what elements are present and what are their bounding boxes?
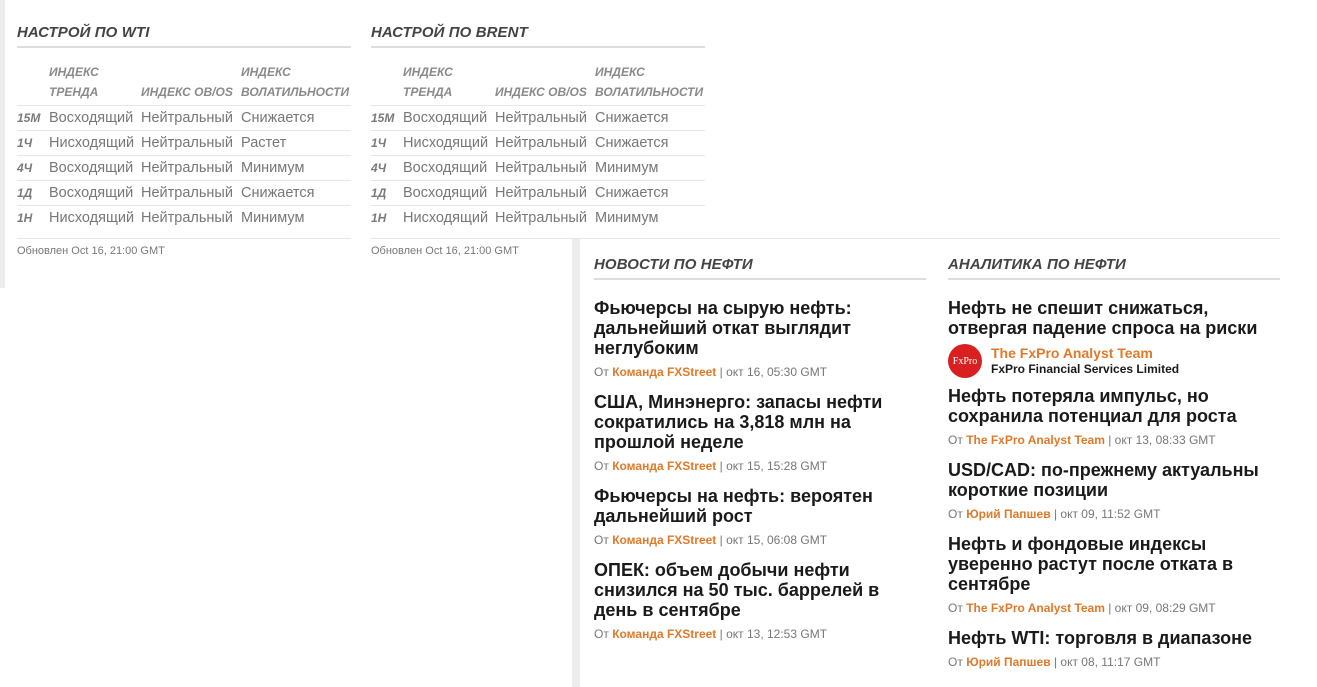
author-link[interactable]: Команда FXStreet <box>612 627 717 641</box>
author-promo <box>948 344 1280 378</box>
article-meta <box>594 533 926 547</box>
headline-link[interactable]: Нефть WTI: торговля в диапазоне <box>948 628 1253 648</box>
timeframe-cell: 4Ч <box>371 156 403 181</box>
volatility-cell: Минимум <box>241 206 351 231</box>
by-label: От <box>594 627 609 641</box>
analytics-list <box>948 386 1280 669</box>
trend-index-header: ИНДЕКС ТРЕНДА <box>49 65 99 99</box>
author-link[interactable]: The FxPro Analyst Team <box>966 601 1105 615</box>
article-date: | окт 13, 12:53 GMT <box>719 627 828 641</box>
list-item <box>594 560 926 641</box>
oil-analytics-column <box>948 256 1280 682</box>
article-date: | окт 09, 11:52 GMT <box>1053 507 1161 521</box>
table-row <box>17 106 351 131</box>
wti-sentiment-panel <box>17 24 351 257</box>
wti-sentiment-title: НАСТРОЙ ПО WTI <box>17 24 351 48</box>
volatility-cell: Снижается <box>595 106 705 131</box>
article-meta <box>594 459 926 473</box>
list-item <box>948 386 1280 447</box>
trend-cell: Восходящий <box>403 181 495 206</box>
article-date: | окт 15, 15:28 GMT <box>719 459 828 473</box>
timeframe-header <box>371 62 403 106</box>
timeframe-cell: 15M <box>371 106 403 131</box>
obos-cell: Нейтральный <box>141 206 241 231</box>
trend-cell: Восходящий <box>49 156 141 181</box>
featured-analytics-item <box>948 298 1280 378</box>
list-item <box>948 628 1280 669</box>
timeframe-cell: 1Ч <box>371 131 403 156</box>
obos-cell: Нейтральный <box>495 131 595 156</box>
volatility-index-header: ИНДЕКС ВОЛАТИЛЬНОСТИ <box>241 65 350 99</box>
table-header-row <box>17 62 351 106</box>
author-link[interactable]: Команда FXStreet <box>612 459 717 473</box>
obos-cell: Нейтральный <box>141 106 241 131</box>
volatility-cell: Снижается <box>241 106 351 131</box>
wti-sentiment-table <box>17 62 351 230</box>
article-date: | окт 15, 06:08 GMT <box>719 533 828 547</box>
timeframe-cell: 1Н <box>371 206 403 231</box>
volatility-cell: Минимум <box>595 206 705 231</box>
timeframe-cell: 15M <box>17 106 49 131</box>
trend-cell: Нисходящий <box>403 206 495 231</box>
article-date: | окт 08, 11:17 GMT <box>1053 655 1161 669</box>
list-item <box>594 298 926 379</box>
headline-link[interactable]: США, Минэнерго: запасы нефти сократились на 3,818 млн на прошлой неделе <box>594 392 883 452</box>
author-link[interactable]: Юрий Папшев <box>966 507 1051 521</box>
timeframe-cell: 1Н <box>17 206 49 231</box>
timeframe-cell: 4Ч <box>17 156 49 181</box>
obos-cell: Нейтральный <box>141 156 241 181</box>
headline-link[interactable]: USD/CAD: по-прежнему актуальны короткие позиции <box>948 460 1259 500</box>
brent-sentiment-panel <box>371 24 705 257</box>
author-link[interactable]: The FxPro Analyst Team <box>966 433 1105 447</box>
left-divider <box>0 0 5 288</box>
news-list <box>594 298 926 641</box>
list-item <box>948 534 1280 615</box>
article-meta <box>948 655 1280 669</box>
featured-headline-link[interactable]: Нефть не спешит снижаться, отвергая падение спроса на риски <box>948 298 1258 338</box>
trend-cell: Нисходящий <box>403 131 495 156</box>
trend-cell: Восходящий <box>49 106 141 131</box>
author-link[interactable]: Команда FXStreet <box>612 365 717 379</box>
table-header-row <box>371 62 705 106</box>
volatility-cell: Растет <box>241 131 351 156</box>
obos-cell: Нейтральный <box>141 181 241 206</box>
article-meta <box>594 365 926 379</box>
brent-updated-time: Обновлен Oct 16, 21:00 GMT <box>371 238 705 257</box>
volatility-cell: Минимум <box>595 156 705 181</box>
obos-cell: Нейтральный <box>495 156 595 181</box>
oil-news-title: НОВОСТИ ПО НЕФТИ <box>594 256 926 280</box>
table-row <box>371 131 705 156</box>
trend-cell: Восходящий <box>49 181 141 206</box>
article-date: | окт 13, 08:33 GMT <box>1108 433 1216 447</box>
article-meta <box>948 433 1280 447</box>
trend-cell: Нисходящий <box>49 131 141 156</box>
by-label: От <box>594 365 609 379</box>
table-row <box>371 106 705 131</box>
by-label: От <box>594 533 609 547</box>
table-row <box>17 206 351 231</box>
author-link[interactable]: Юрий Папшев <box>966 655 1051 669</box>
by-label: От <box>948 433 963 447</box>
table-row <box>371 181 705 206</box>
table-row <box>371 156 705 181</box>
fxpro-logo: FxPro <box>948 344 982 378</box>
by-label: От <box>948 601 963 615</box>
obos-cell: Нейтральный <box>495 206 595 231</box>
article-meta <box>594 627 926 641</box>
list-item <box>594 486 926 547</box>
obos-cell: Нейтральный <box>495 181 595 206</box>
table-row <box>17 156 351 181</box>
featured-company: FxPro Financial Services Limited <box>991 362 1180 376</box>
obos-index-header: ИНДЕКС OB/OS <box>141 85 233 99</box>
oil-news-column <box>594 256 926 654</box>
headline-link[interactable]: Нефть и фондовые индексы уверенно растут после отката в сентябре <box>948 534 1234 594</box>
by-label: От <box>594 459 609 473</box>
wti-updated-time: Обновлен Oct 16, 21:00 GMT <box>17 238 351 257</box>
timeframe-cell: 1Д <box>371 181 403 206</box>
trend-index-header: ИНДЕКС ТРЕНДА <box>403 65 453 99</box>
headline-link[interactable]: Фьючерсы на нефть: вероятен дальнейший рост <box>594 486 873 526</box>
article-meta <box>948 507 1280 521</box>
brent-sentiment-table <box>371 62 705 230</box>
article-meta <box>948 601 1280 615</box>
by-label: От <box>948 507 963 521</box>
list-item <box>948 460 1280 521</box>
volatility-cell: Снижается <box>595 131 705 156</box>
headline-link[interactable]: ОПЕК: объем добычи нефти снизился на 50 тыс. баррелей в день в сентябре <box>594 560 880 620</box>
section-divider <box>594 238 1280 239</box>
brent-sentiment-title: НАСТРОЙ ПО BRENT <box>371 24 705 48</box>
timeframe-cell: 1Ч <box>17 131 49 156</box>
article-date: | окт 16, 05:30 GMT <box>719 365 828 379</box>
headline-link[interactable]: Нефть потеряла импульс, но сохранила потенциал для роста <box>948 386 1237 426</box>
table-row <box>17 131 351 156</box>
featured-author-link[interactable]: The FxPro Analyst Team <box>991 345 1153 361</box>
trend-cell: Восходящий <box>403 156 495 181</box>
volatility-index-header: ИНДЕКС ВОЛАТИЛЬНОСТИ <box>595 65 704 99</box>
table-row <box>371 206 705 231</box>
trend-cell: Восходящий <box>403 106 495 131</box>
volatility-cell: Минимум <box>241 156 351 181</box>
timeframe-cell: 1Д <box>17 181 49 206</box>
obos-index-header: ИНДЕКС OB/OS <box>495 85 587 99</box>
table-row <box>17 181 351 206</box>
headline-link[interactable]: Фьючерсы на сырую нефть: дальнейший откат выглядит неглубоким <box>594 298 852 358</box>
obos-cell: Нейтральный <box>495 106 595 131</box>
obos-cell: Нейтральный <box>141 131 241 156</box>
volatility-cell: Снижается <box>595 181 705 206</box>
list-item <box>594 392 926 473</box>
timeframe-header <box>17 62 49 106</box>
by-label: От <box>948 655 963 669</box>
middle-divider <box>572 238 580 687</box>
author-link[interactable]: Команда FXStreet <box>612 533 717 547</box>
oil-analytics-title: АНАЛИТИКА ПО НЕФТИ <box>948 256 1280 280</box>
trend-cell: Нисходящий <box>49 206 141 231</box>
volatility-cell: Снижается <box>241 181 351 206</box>
article-date: | окт 09, 08:29 GMT <box>1108 601 1216 615</box>
